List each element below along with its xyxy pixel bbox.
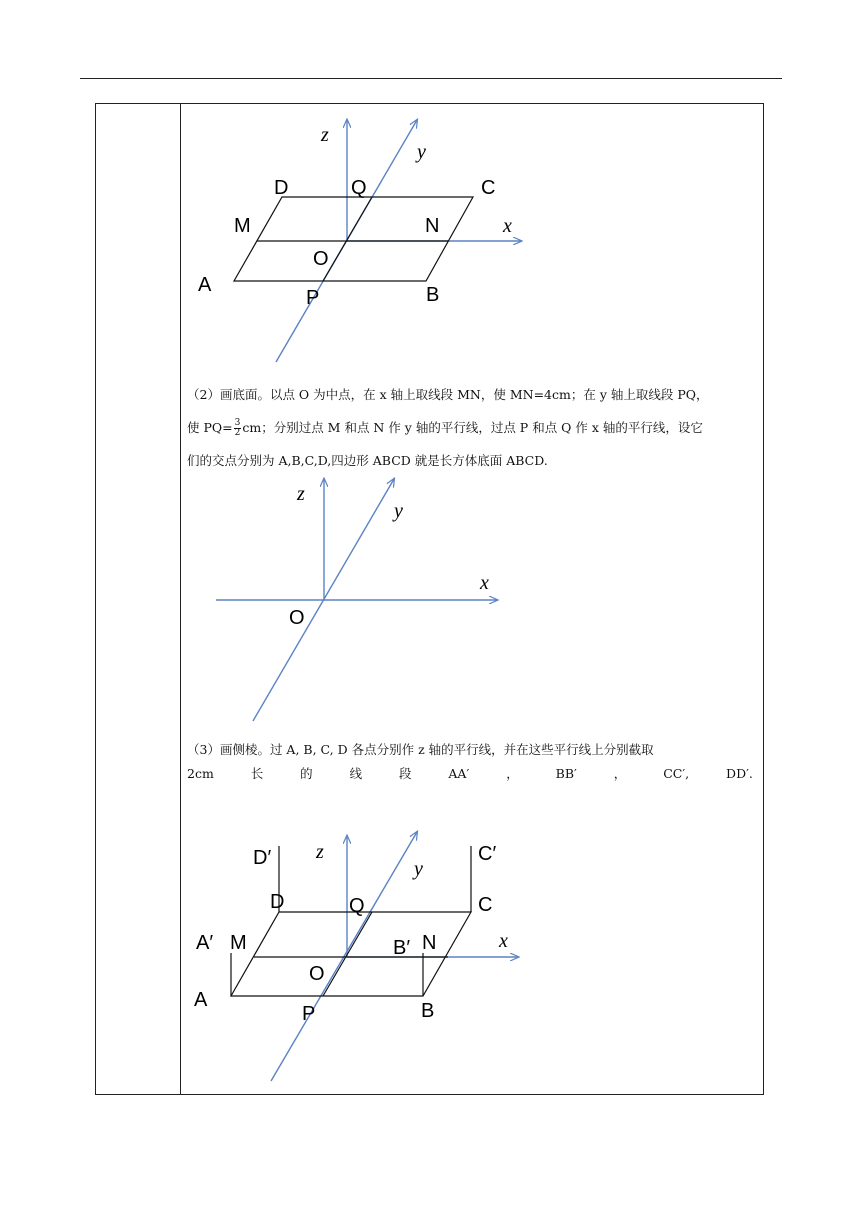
step2-line2-start: 使 PQ=	[187, 420, 233, 435]
label-c-prime: C′	[478, 843, 497, 865]
base-abcd	[231, 912, 471, 996]
label-x: x	[503, 215, 512, 237]
label-y: y	[414, 858, 423, 880]
label-x: x	[480, 572, 489, 594]
step3-word: 的	[300, 766, 313, 781]
label-m: M	[234, 215, 251, 237]
step2-line2-end: cm；分别过点 M 和点 N 作 y 轴的平行线，过点 P 和点 Q 作 x 轴的平行线，设它	[242, 420, 703, 435]
figure-lateral-edges	[0, 810, 860, 1090]
step3-word: 2cm	[187, 766, 214, 781]
label-a-prime: A′	[196, 932, 214, 954]
step3-paragraph	[187, 738, 753, 786]
label-z: z	[316, 841, 324, 863]
label-o: O	[289, 607, 305, 629]
step3-line2	[187, 762, 753, 786]
base-abcd	[234, 197, 473, 281]
step3-word: 线	[349, 766, 363, 781]
label-c: C	[481, 177, 496, 199]
label-a: A	[198, 274, 212, 296]
label-d: D	[274, 177, 289, 199]
label-d-prime: D′	[253, 847, 272, 869]
label-y: y	[417, 141, 426, 163]
step2-line2	[187, 411, 753, 444]
fraction-numerator: 3	[234, 418, 241, 428]
label-q: Q	[349, 895, 365, 917]
label-p: P	[302, 1003, 316, 1025]
label-n: N	[425, 215, 440, 237]
step3-word: ，	[613, 766, 627, 781]
label-p: P	[306, 287, 320, 309]
fraction-three-halves	[234, 419, 242, 438]
step2-paragraph	[187, 378, 753, 477]
label-d: D	[270, 891, 285, 913]
label-o: O	[313, 248, 329, 270]
figure-axes	[0, 470, 860, 730]
label-o: O	[309, 963, 325, 985]
fraction-denominator: 2	[234, 428, 241, 438]
label-c: C	[478, 894, 493, 916]
label-b: B	[426, 284, 440, 306]
step3-line1: （3）画侧棱。过 A, B, C, D 各点分别作 z 轴的平行线，并在这些平行线上分别截取	[187, 742, 654, 757]
label-z: z	[297, 483, 305, 505]
label-q: Q	[351, 177, 367, 199]
step3-word: AA′	[448, 766, 470, 781]
step3-word: BB′	[555, 766, 577, 781]
step3-word: 段	[398, 766, 412, 781]
step2-line1: （2）画底面。以点 O 为中点，在 x 轴上取线段 MN，使 MN=4cm；在 y 轴上取线段 PQ，	[187, 387, 709, 402]
label-a: A	[194, 989, 208, 1011]
label-b-prime: B′	[393, 937, 411, 959]
label-y: y	[394, 500, 403, 522]
label-b: B	[421, 1000, 435, 1022]
label-n: N	[422, 932, 437, 954]
step3-word: ，	[506, 766, 519, 781]
label-z: z	[321, 124, 329, 146]
step3-word: DD′.	[726, 766, 753, 781]
label-m: M	[230, 932, 247, 954]
step3-word: CC′,	[663, 766, 690, 781]
step2-line3: 们的交点分别为 A,B,C,D,四边形 ABCD 就是长方体底面 ABCD.	[187, 453, 548, 468]
step3-word: 长	[250, 766, 264, 781]
figure-base-abcd	[0, 0, 860, 380]
label-x: x	[499, 930, 508, 952]
